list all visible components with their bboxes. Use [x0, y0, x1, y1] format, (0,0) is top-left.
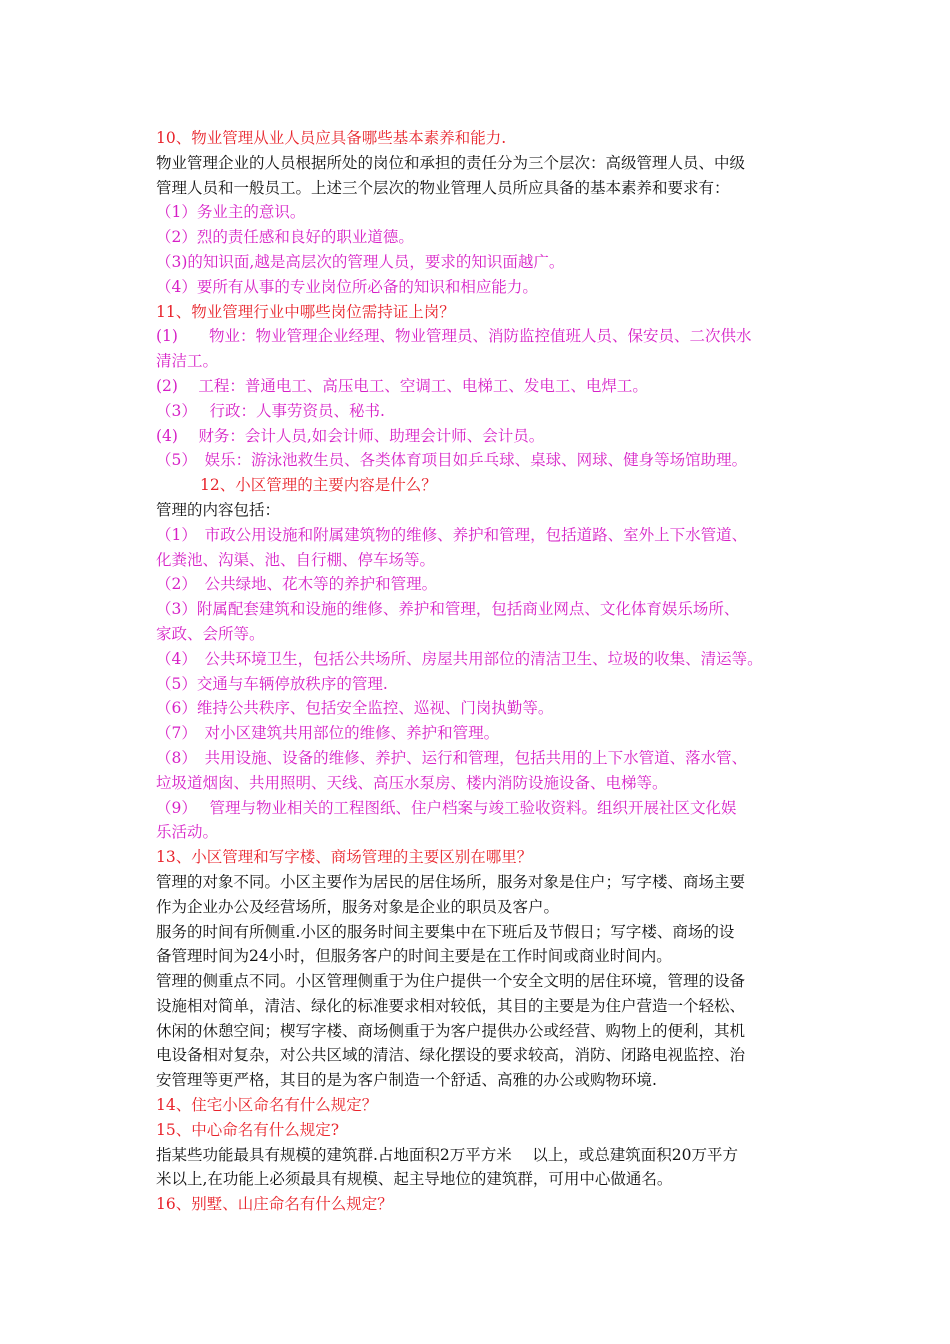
- text-line: （3)的知识面,越是高层次的管理人员，要求的知识面越广。: [156, 252, 565, 271]
- text-line: （5）交通与车辆停放秩序的管理.: [156, 674, 388, 693]
- text-line: 家政、会所等。: [156, 624, 265, 643]
- text-line: （9） 管理与物业相关的工程图纸、住户档案与竣工验收资料。组织开展社区文化娱: [156, 798, 737, 817]
- question-heading: 12、小区管理的主要内容是什么？: [200, 476, 437, 495]
- question-heading: 15、中心命名有什么规定?: [156, 1120, 340, 1139]
- text-line: 清洁工。: [156, 352, 219, 371]
- text-line: （2） 公共绿地、花木等的养护和管理。: [156, 575, 438, 594]
- text-line: 安管理等更严格，其目的是为客户制造一个舒适、高雅的办公或购物环境.: [156, 1071, 657, 1090]
- text-line: 设施相对简单，清洁、绿化的标准要求相对较低，其目的主要是为住户营造一个轻松、: [156, 996, 746, 1015]
- text-line: 指某些功能最具有规模的建筑群.占地面积2万平方米 以上，或总建筑面积20万平方: [156, 1145, 738, 1164]
- text-line: 垃圾道烟囱、共用照明、天线、高压水泵房、楼内消防设施设备、电梯等。: [156, 773, 668, 792]
- text-line: 物业管理企业的人员根据所处的岗位和承担的责任分为三个层次：高级管理人员、中级: [156, 153, 746, 172]
- text-line: （2）烈的责任感和良好的职业道德。: [156, 228, 414, 247]
- text-line: （5） 娱乐：游泳池救生员、各类体育项目如乒乓球、桌球、网球、健身等场馆助理。: [156, 451, 748, 470]
- text-line: （4） 公共环境卫生，包括公共场所、房屋共用部位的清洁卫生、垃圾的收集、清运等。: [156, 649, 763, 668]
- text-line: （3） 行政：人事劳资员、秘书.: [156, 401, 385, 420]
- question-heading: 13、小区管理和写字楼、商场管理的主要区别在哪里？: [156, 848, 533, 867]
- text-line: 管理的内容包括：: [156, 500, 281, 519]
- text-line: 管理的侧重点不同。小区管理侧重于为住户提供一个安全文明的居住环境，管理的设备: [156, 972, 746, 991]
- text-line: （4）要所有从事的专业岗位所必备的知识和相应能力。: [156, 277, 538, 296]
- text-line: 备管理时间为24小时，但服务客户的时间主要是在工作时间或商业时间内。: [156, 947, 672, 966]
- text-line: 电设备相对复杂，对公共区域的清洁、绿化摆设的要求较高，消防、闭路电视监控、治: [156, 1046, 746, 1065]
- text-line: 化粪池、沟渠、池、自行棚、停车场等。: [156, 550, 436, 569]
- text-line: (2) 工程：普通电工、高压电工、空调工、电梯工、发电工、电焊工。: [156, 376, 648, 395]
- text-line: （8） 共用设施、设备的维修、养护、运行和管理，包括共用的上下水管道、落水管、: [156, 748, 748, 767]
- text-line: 休闲的休憩空间；楔写字楼、商场侧重于为客户提供办公或经营、购物上的便利，其机: [156, 1021, 746, 1040]
- question-heading: 14、住宅小区命名有什么规定？: [156, 1096, 378, 1115]
- text-line: （1） 市政公用设施和附属建筑物的维修、养护和管理，包括道路、室外上下水管道、: [156, 525, 748, 544]
- text-line: （3）附属配套建筑和设施的维修、养护和管理，包括商业网点、文化体育娱乐场所、: [156, 600, 740, 619]
- question-heading: 11、物业管理行业中哪些岗位需持证上岗？: [156, 302, 455, 321]
- text-line: 管理的对象不同。小区主要作为居民的居住场所，服务对象是住户；写字楼、商场主要: [156, 872, 746, 891]
- text-line: 乐活动。: [156, 823, 219, 842]
- text-line: (4) 财务：会计人员,如会计师、助理会计师、会计员。: [156, 426, 545, 445]
- document-body: [156, 126, 796, 1217]
- text-line: 作为企业办公及经营场所，服务对象是企业的职员及客户。: [156, 897, 560, 916]
- question-heading: 16、别墅、山庄命名有什么规定？: [156, 1195, 393, 1214]
- question-heading: 10、物业管理从业人员应具备哪些基本素养和能力.: [156, 129, 507, 147]
- text-line: (1) 物业：物业管理企业经理、物业管理员、消防监控值班人员、保安员、二次供水: [156, 327, 752, 346]
- text-line: 服务的时间有所侧重.小区的服务时间主要集中在下班后及节假日；写字楼、商场的设: [156, 922, 735, 941]
- text-line: 管理人员和一般员工。上述三个层次的物业管理人员所应具备的基本素养和要求有：: [156, 178, 730, 197]
- text-line: （1）务业主的意识。: [156, 203, 306, 222]
- text-line: （6）维持公共秩序、包括安全监控、巡视、门岗执勤等。: [156, 699, 554, 718]
- text-line: （7） 对小区建筑共用部位的维修、养护和管理。: [156, 724, 500, 743]
- text-line: 米以上,在功能上必须最具有规模、起主导地位的建筑群，可用中心做通名。: [156, 1170, 673, 1189]
